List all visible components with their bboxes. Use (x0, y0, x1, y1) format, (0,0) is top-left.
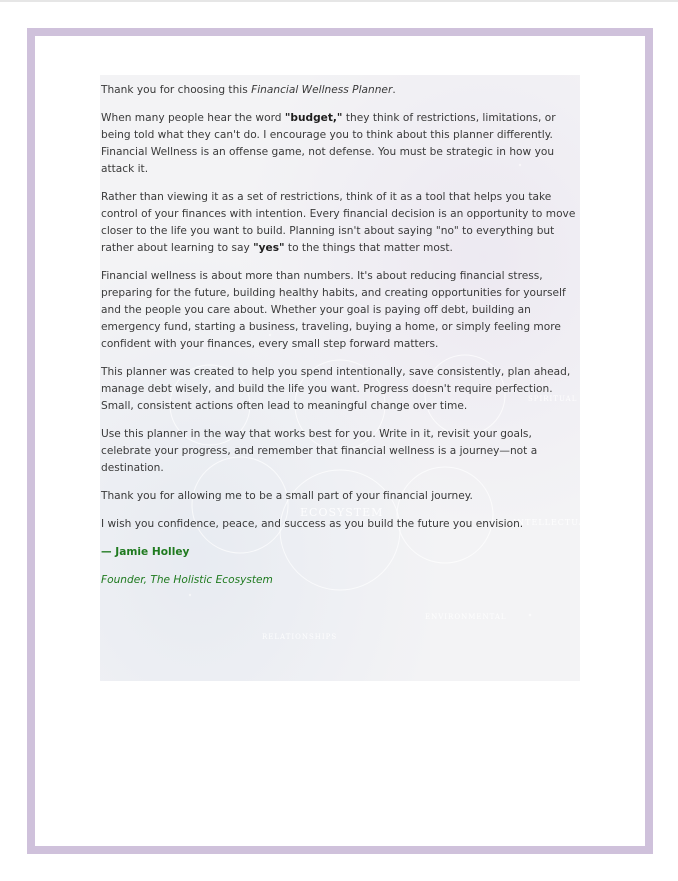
wellness-paragraph: Financial wellness is about more than numbers. It's about reducing financial stress, preparing for the future, building healthy habits, and creating opportunities for yourself and the people you care about. Whether your goal is paying off debt, building an emergency fund, starting a business, traveling, buying a home, or simply feeling more confident with your finances, every small step forward matters. (101, 270, 566, 350)
bg-label-relationships: RELATIONSHIPS (262, 633, 338, 641)
signature-name: — Jamie Holley (101, 546, 190, 558)
bg-label-ecosystem: ECOSYSTEM (300, 506, 384, 519)
top-divider (0, 0, 678, 2)
bg-label-environmental: ENVIRONMENTAL (425, 613, 507, 621)
thanks-paragraph: Thank you for allowing me to be a small part of your financial journey. (101, 490, 473, 502)
intro-period: . (392, 84, 396, 96)
budget-text-end: they think of restrictions, limitations, or being told what they can't do. I encourage you to think about this planner differently. Financial Wellness is an offense game, not defense. You must be strategic in how you attack it. (101, 112, 556, 175)
signature-title: Founder, The Holistic Ecosystem (101, 574, 273, 586)
intro-text: Thank you for choosing this (101, 84, 252, 96)
bg-label-spiritual: SPIRITUAL (528, 395, 578, 403)
yes-word: "yes" (253, 242, 285, 254)
usage-paragraph: Use this planner in the way that works best for you. Write in it, revisit your goals, celebrate your progress, and remember that financial wellness is a journey—not a destination. (101, 428, 538, 474)
budget-word: "budget," (284, 112, 343, 124)
welcome-letter (101, 82, 583, 600)
purpose-paragraph: This planner was created to help you spend intentionally, save consistently, plan ahead, manage debt wisely, and build the life you want. Progress doesn't require perfection. Small, consistent actions often lead to meaningful change over time. (101, 366, 571, 412)
tool-text-end: to the things that matter most. (284, 242, 453, 254)
budget-text-start: When many people hear the word (101, 112, 285, 124)
budget-paragraph (101, 110, 583, 178)
bg-label-intellectual: INTELLECTUAL (513, 518, 592, 527)
intro-paragraph (101, 82, 583, 99)
tool-paragraph (101, 189, 583, 257)
planner-title: Financial Wellness Planner (251, 84, 393, 96)
tool-text-start: Rather than viewing it as a set of restrictions, think of it as a tool that helps you take control of your finances with intention. Every financial decision is an opportunity to move closer to the life you want to build. Planning isn't about saying "no" to everything but rather about learning to say (101, 191, 576, 254)
wish-paragraph: I wish you confidence, peace, and success as you build the future you envision. (101, 518, 524, 530)
